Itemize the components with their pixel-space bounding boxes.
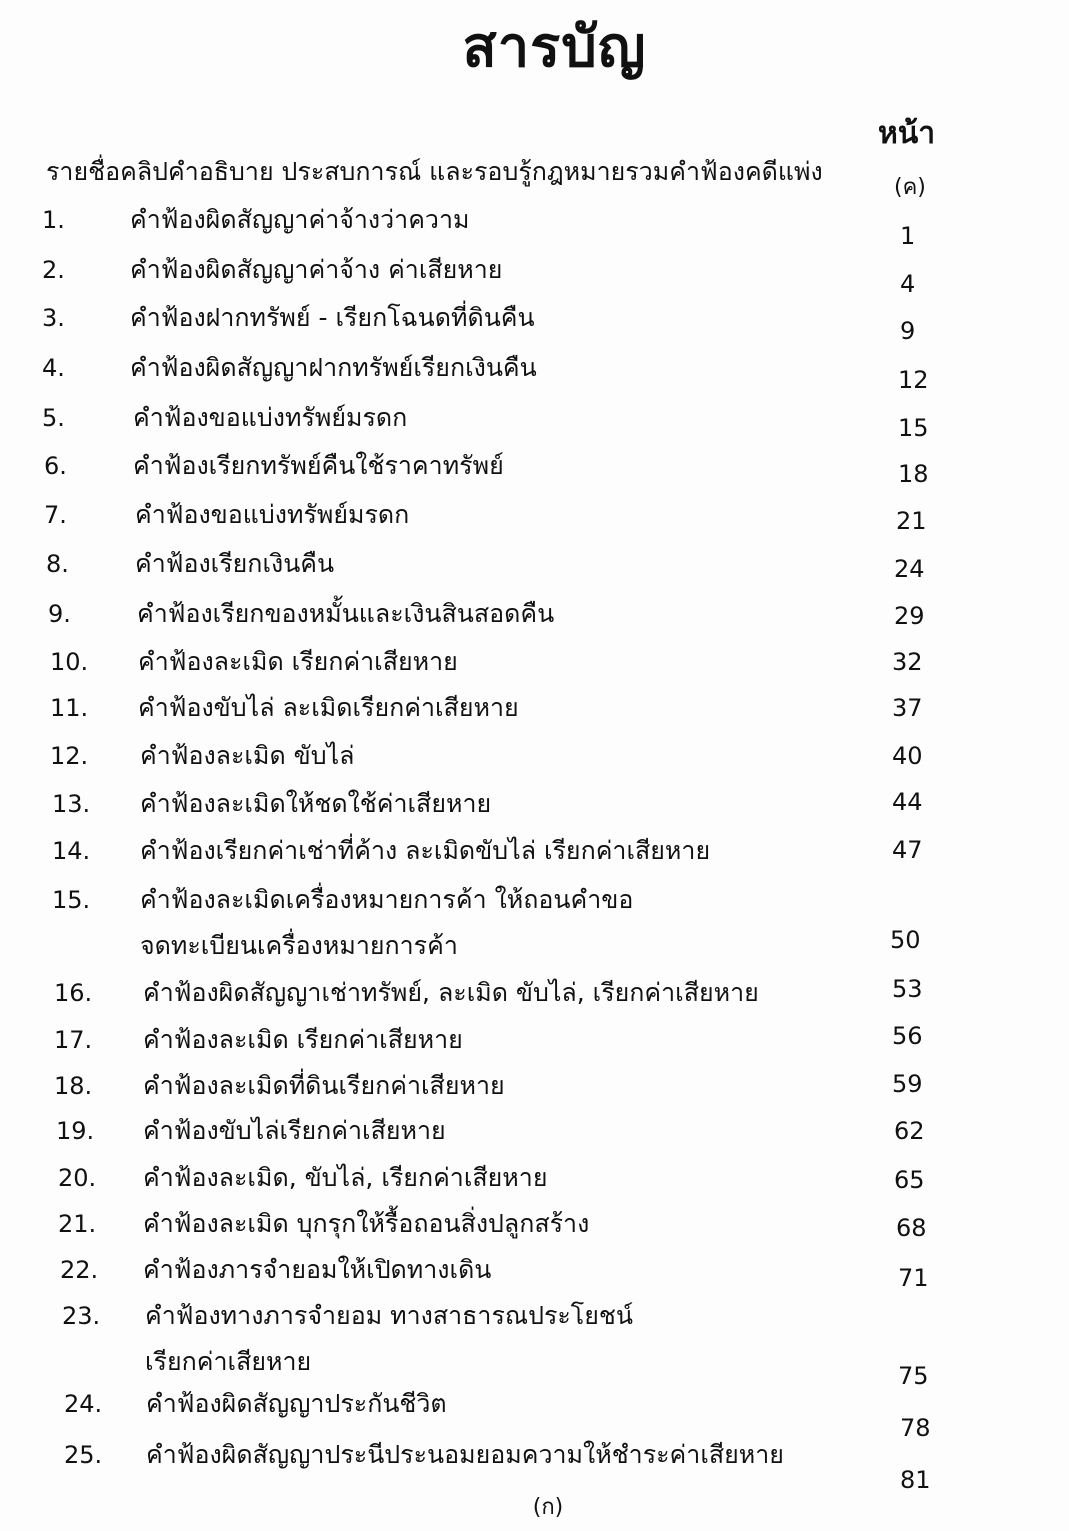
toc-entry-number: 14. — [52, 837, 91, 865]
toc-entry-number: 9. — [48, 600, 71, 628]
toc-entry-title: คำฟ้องละเมิดเครื่องหมายการค้า ให้ถอนคำขอ — [140, 885, 634, 914]
toc-entry-number: 10. — [50, 648, 89, 676]
toc-entry-page: 15 — [898, 414, 929, 442]
toc-entry-number: 17. — [54, 1026, 93, 1054]
toc-entry-page: 40 — [892, 742, 923, 770]
toc-entry-page: 9 — [900, 317, 916, 345]
toc-entry-title: คำฟ้องผิดสัญญาประนีประนอมยอมความให้ชำระค่าเสียหาย — [146, 1440, 784, 1469]
toc-entry-page: 37 — [892, 694, 923, 722]
toc-entry-page: 24 — [894, 555, 925, 583]
toc-entry-title: คำฟ้องละเมิดที่ดินเรียกค่าเสียหาย — [143, 1071, 505, 1100]
toc-entry-title: คำฟ้องละเมิด เรียกค่าเสียหาย — [143, 1025, 463, 1054]
toc-entry-title-continued: เรียกค่าเสียหาย — [145, 1347, 312, 1376]
toc-entry-title: คำฟ้องผิดสัญญาค่าจ้าง ค่าเสียหาย — [130, 255, 503, 284]
toc-entry-number: 1. — [42, 206, 65, 234]
toc-entry-page: 29 — [894, 602, 925, 630]
toc-entry-page: 32 — [892, 648, 923, 676]
toc-entry-page: 4 — [900, 270, 916, 298]
toc-entry-page: 53 — [892, 975, 923, 1003]
toc-entry-page: 62 — [894, 1117, 925, 1145]
toc-entry-page: 81 — [900, 1466, 931, 1494]
intro-page-number: (ค) — [894, 175, 926, 200]
toc-entry-number: 20. — [58, 1164, 97, 1192]
page-title: สารบัญ — [462, 15, 647, 80]
toc-entry-title: คำฟ้องขอแบ่งทรัพย์มรดก — [135, 500, 410, 529]
toc-entry-title: คำฟ้องละเมิด, ขับไล่, เรียกค่าเสียหาย — [143, 1163, 548, 1192]
toc-entry-title: คำฟ้องขับไล่ ละเมิดเรียกค่าเสียหาย — [138, 693, 519, 722]
toc-entry-number: 19. — [56, 1117, 95, 1145]
toc-entry-number: 16. — [54, 979, 93, 1007]
toc-entry-title: คำฟ้องขอแบ่งทรัพย์มรดก — [133, 403, 408, 432]
toc-entry-page: 59 — [892, 1070, 923, 1098]
toc-entry-title: คำฟ้องเรียกค่าเช่าที่ค้าง ละเมิดขับไล่ เรียกค่าเสียหาย — [140, 836, 711, 865]
toc-entry-number: 15. — [52, 886, 91, 914]
toc-entry-title: คำฟ้องขับไล่เรียกค่าเสียหาย — [143, 1116, 446, 1145]
toc-entry-title: คำฟ้องทางภารจำยอม ทางสาธารณประโยชน์ — [145, 1301, 633, 1330]
toc-entry-title: คำฟ้องผิดสัญญาประกันชีวิต — [146, 1389, 447, 1418]
toc-entry-number: 24. — [64, 1390, 103, 1418]
toc-entry-page: 1 — [900, 222, 916, 250]
toc-entry-title-continued: จดทะเบียนเครื่องหมายการค้า — [140, 931, 458, 960]
toc-entry-title: คำฟ้องเรียกของหมั้นและเงินสินสอดคืน — [137, 599, 555, 628]
toc-entry-title: คำฟ้องเรียกทรัพย์คืนใช้ราคาทรัพย์ — [133, 451, 504, 480]
toc-entry-page: 78 — [900, 1414, 931, 1442]
toc-entry-number: 21. — [58, 1210, 97, 1238]
toc-entry-page: 12 — [898, 366, 929, 394]
toc-entry-page: 21 — [896, 507, 927, 535]
toc-entry-number: 22. — [60, 1256, 99, 1284]
toc-entry-page: 50 — [890, 926, 921, 954]
toc-entry-title: คำฟ้องละเมิด บุกรุกให้รื้อถอนสิ่งปลูกสร้าง — [143, 1209, 590, 1238]
toc-entry-number: 23. — [62, 1302, 101, 1330]
toc-entry-page: 44 — [892, 788, 923, 816]
toc-entry-title: คำฟ้องผิดสัญญาฝากทรัพย์เรียกเงินคืน — [130, 353, 537, 382]
toc-entry-number: 6. — [44, 452, 67, 480]
toc-entry-page: 75 — [898, 1362, 929, 1390]
toc-entry-page: 71 — [898, 1264, 929, 1292]
toc-entry-number: 11. — [50, 694, 89, 722]
intro-line: รายชื่อคลิปคำอธิบาย ประสบการณ์ และรอบรู้กฎหมายรวมคำฟ้องคดีแพ่ง — [46, 157, 823, 186]
toc-entry-title: คำฟ้องผิดสัญญาค่าจ้างว่าความ — [130, 205, 470, 234]
toc-entry-title: คำฟ้องละเมิด ขับไล่ — [140, 741, 355, 770]
toc-entry-number: 13. — [52, 790, 91, 818]
toc-entry-title: คำฟ้องละเมิดให้ชดใช้ค่าเสียหาย — [140, 789, 492, 818]
toc-entry-title: คำฟ้องฝากทรัพย์ - เรียกโฉนดที่ดินคืน — [130, 303, 535, 332]
page-column-header: หน้า — [878, 116, 936, 151]
toc-entry-number: 25. — [64, 1441, 103, 1469]
page-footer-number: (ก) — [532, 1495, 564, 1520]
toc-entry-number: 8. — [46, 550, 69, 578]
toc-entry-title: คำฟ้องภารจำยอมให้เปิดทางเดิน — [143, 1255, 492, 1284]
toc-entry-page: 65 — [894, 1166, 925, 1194]
toc-entry-number: 7. — [44, 501, 67, 529]
toc-entry-number: 2. — [42, 256, 65, 284]
toc-entry-number: 4. — [42, 354, 65, 382]
toc-entry-title: คำฟ้องเรียกเงินคืน — [135, 549, 335, 578]
toc-entry-title: คำฟ้องละเมิด เรียกค่าเสียหาย — [138, 647, 458, 676]
toc-entry-title: คำฟ้องผิดสัญญาเช่าทรัพย์, ละเมิด ขับไล่, เรียกค่าเสียหาย — [143, 978, 759, 1007]
toc-entry-number: 5. — [42, 404, 65, 432]
toc-entry-page: 47 — [892, 836, 923, 864]
toc-entry-page: 68 — [896, 1214, 927, 1242]
toc-entry-number: 3. — [42, 304, 65, 332]
toc-entry-page: 56 — [892, 1022, 923, 1050]
toc-entry-number: 12. — [50, 742, 89, 770]
toc-entry-number: 18. — [54, 1072, 93, 1100]
toc-entry-page: 18 — [898, 460, 929, 488]
